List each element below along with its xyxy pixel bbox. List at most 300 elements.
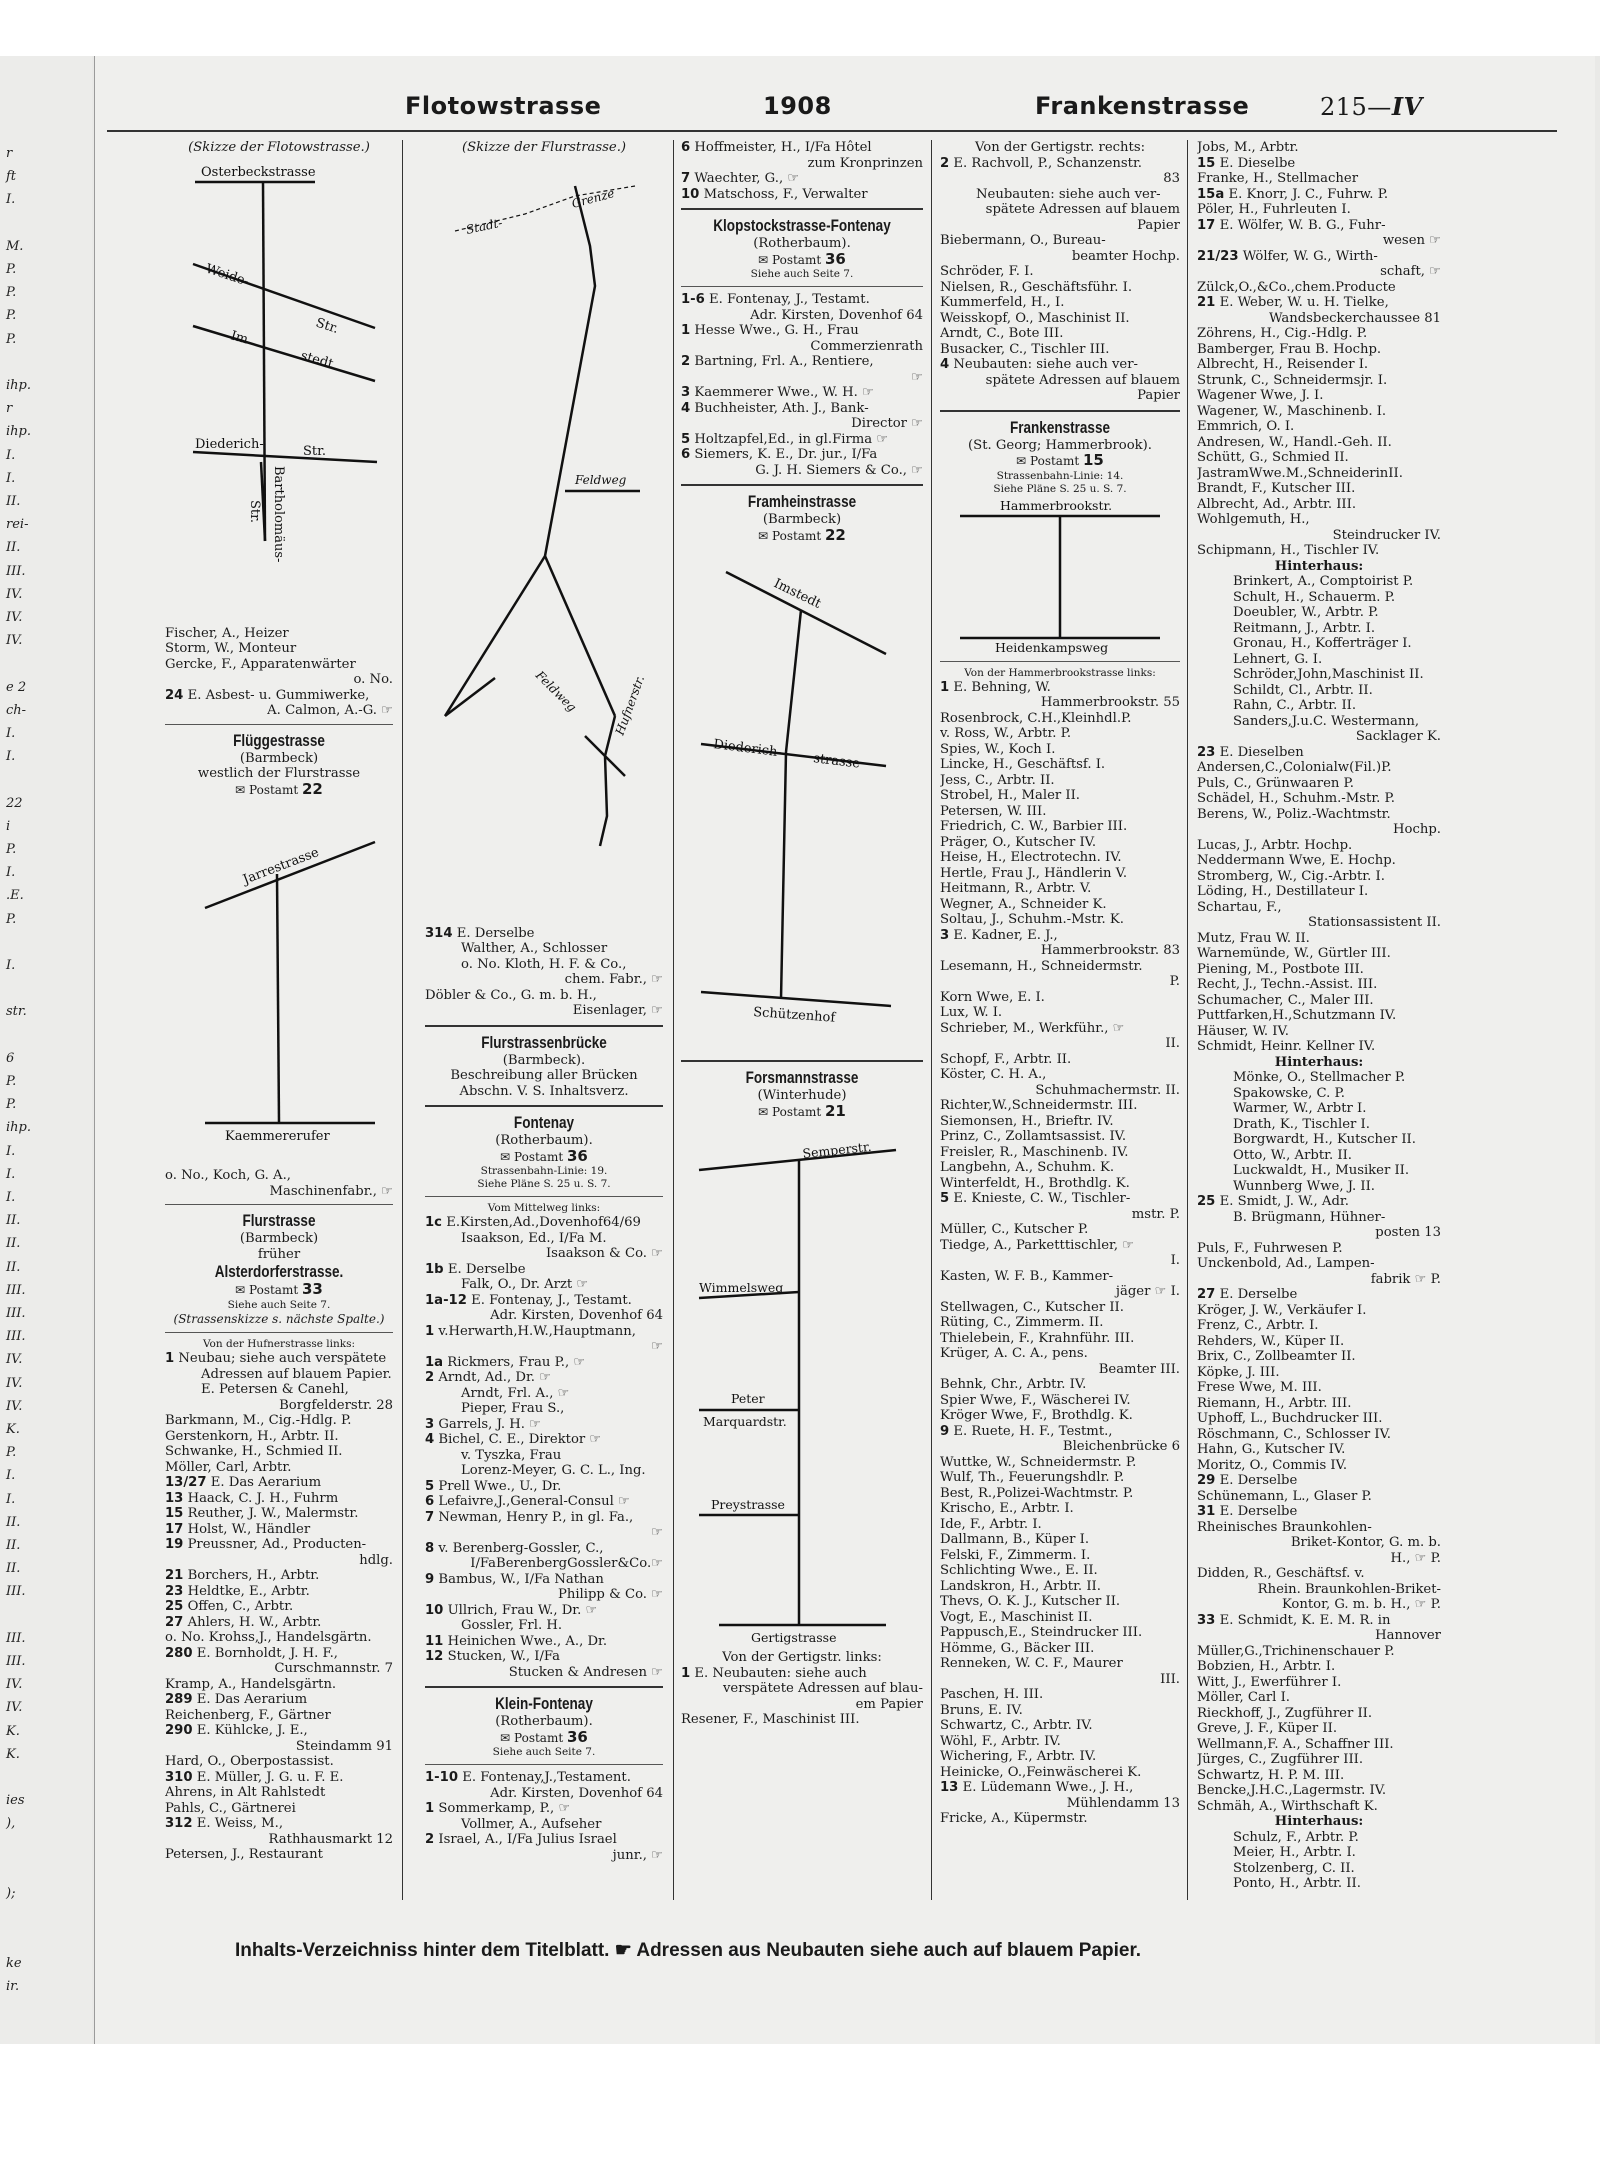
directory-entry	[1197, 1303, 1441, 1319]
entry-text: Doeubler, W., Arbtr. P.	[1233, 605, 1379, 620]
house-number: 3	[425, 1416, 435, 1432]
directory-entry	[425, 1817, 663, 1833]
street-district: (Barmbeck)	[239, 1231, 319, 1246]
directory-entry	[940, 1718, 1180, 1734]
margin-fragment: ft	[6, 169, 17, 185]
directory-entry	[940, 1083, 1180, 1099]
entry-text: Warmer, W., Arbtr I.	[1233, 1101, 1367, 1116]
entry-text: Lefaivre,J.,General-Consul ☞	[438, 1494, 630, 1509]
entry-text: Wunnberg Wwe, J. II.	[1233, 1178, 1375, 1194]
directory-entry	[940, 804, 1180, 820]
entry-text: E. Fontenay,J.,Testament.	[462, 1770, 631, 1785]
directory-entry	[940, 866, 1180, 882]
entry-text: Petersen, J., Restaurant	[165, 1847, 323, 1862]
directory-entry	[165, 1367, 393, 1383]
entry-text: Gronau, H., Kofferträger I.	[1233, 636, 1412, 651]
map-label: Diederich-	[712, 737, 783, 761]
map-label: Imstedt	[771, 576, 824, 612]
entry-text: wesen ☞	[1382, 233, 1441, 248]
directory-entry	[1197, 1241, 1441, 1257]
directory-entry	[425, 1786, 663, 1802]
directory-entry	[1197, 1148, 1441, 1164]
entry-text: E. Weber, W. u. H. Tielke,	[1219, 295, 1389, 310]
entry-text: 83	[1163, 171, 1180, 186]
entry-text: Wandsbeckerchaussee 81	[1268, 310, 1441, 326]
entry-text: Bruns, E. IV.	[940, 1702, 1023, 1718]
directory-entry	[1197, 512, 1441, 528]
entry-text: Friedrich, C. W., Barbier III.	[940, 819, 1128, 834]
street-title: Forsmannstrasse	[745, 1069, 859, 1087]
directory-entry	[425, 941, 663, 957]
directory-entry	[940, 1253, 1180, 1269]
entry-text: Müller,G.,Trichinenschauer P.	[1197, 1643, 1395, 1659]
house-number: 6	[425, 1494, 435, 1509]
house-number: 2	[425, 1370, 435, 1385]
entry-text: Bencke,J.H.C.,Lagermstr. IV.	[1197, 1783, 1387, 1798]
margin-fragment: IV.	[6, 1398, 23, 1414]
directory-entry	[165, 1506, 393, 1522]
entry-text: Andresen, W., Handl.-Geh. II.	[1197, 434, 1392, 450]
entries-flotow-top	[165, 626, 393, 719]
postamt-label: ✉ Postamt 15	[1016, 451, 1104, 469]
margin-fragment: K.	[6, 1746, 20, 1762]
street-title: Fontenay	[513, 1114, 575, 1132]
house-number: 3	[940, 927, 950, 943]
map-label: Peter	[731, 1391, 765, 1406]
entry-text: v. Ross, W., Arbtr. P.	[940, 726, 1072, 741]
postamt-label: ✉ Postamt 33	[235, 1280, 323, 1298]
entry-text: Vollmer, A., Aufseher	[461, 1816, 602, 1832]
entry-text: Möller, Carl, Arbtr.	[165, 1459, 292, 1475]
directory-entry	[1197, 915, 1441, 931]
entry-text: Möller, Carl I.	[1197, 1690, 1290, 1705]
directory-entry	[681, 385, 923, 401]
directory-entry	[940, 897, 1180, 913]
map-label: stedt	[298, 347, 335, 372]
header-page-number: 215—IV	[1320, 92, 1423, 121]
entry-text: spätete Adressen auf blauem	[985, 202, 1180, 217]
entry-text: E. Dieselbe	[1219, 155, 1296, 171]
entry-text: B. Brügmann, Hühner-	[1233, 1209, 1386, 1225]
entry-text: Arndt, C., Bote III.	[940, 326, 1064, 341]
house-number: 1a-12	[425, 1292, 467, 1308]
entry-text: Schildt, Cl., Arbtr. II.	[1233, 682, 1373, 698]
directory-entry	[940, 1005, 1180, 1021]
entry-text: Waechter, G., ☞	[694, 171, 800, 186]
section-rule	[681, 1060, 923, 1062]
directory-entry	[940, 943, 1180, 959]
directory-entry	[940, 264, 1180, 280]
directory-entry	[1197, 822, 1441, 838]
margin-fragment: i	[6, 818, 11, 834]
entry-text: Neubauten: siehe auch ver-	[976, 186, 1161, 202]
entry-text: Maschinenfabr., ☞	[269, 1183, 393, 1199]
margin-fragment: r	[6, 146, 13, 161]
directory-entry	[425, 1463, 663, 1479]
directory-entry	[1197, 1783, 1441, 1799]
entry-text: Wellmann,F. A., Schaffner III.	[1197, 1736, 1394, 1752]
entry-text: Reuther, J. W., Malermstr.	[187, 1506, 359, 1521]
directory-entry	[165, 1475, 393, 1491]
directory-entry	[1197, 1008, 1441, 1024]
section-rule	[425, 1686, 663, 1688]
entry-text: Vogt, E., Maschinist II.	[940, 1609, 1093, 1625]
entry-text: mstr. P.	[1131, 1206, 1180, 1222]
header-rule	[107, 130, 1557, 132]
directory-entry	[940, 1021, 1180, 1037]
section-rule	[425, 1196, 663, 1197]
entry-text: Landskron, H., Arbtr. II.	[940, 1578, 1101, 1594]
directory-entry	[681, 401, 923, 417]
directory-entry	[940, 1114, 1180, 1130]
street-district: (Rotherbaum).	[495, 1714, 593, 1729]
entry-text: Puls, C., Grünwaaren P.	[1197, 775, 1354, 791]
entry-text: Borgfelderstr. 28	[279, 1397, 393, 1413]
entry-text: Heinicke, O.,Feinwäscherei K.	[940, 1764, 1142, 1780]
directory-entry	[1197, 264, 1441, 280]
house-number: 21	[165, 1568, 184, 1583]
directory-entry	[425, 1510, 663, 1526]
directory-entry	[681, 292, 923, 308]
entry-text: Häuser, W. IV.	[1197, 1023, 1289, 1039]
entry-text: Rieckhoff, J., Zugführer II.	[1197, 1705, 1373, 1721]
house-number: 21	[1197, 295, 1216, 310]
entry-text: Schwartz, H. P. M. III.	[1197, 1767, 1345, 1783]
margin-fragment: ke	[6, 1955, 22, 1971]
entry-text: Franke, H., Stellmacher	[1197, 171, 1358, 186]
entry-text: Jürges, C., Zugführer III.	[1197, 1752, 1364, 1767]
margin-fragment: II.	[6, 540, 21, 556]
directory-entry	[940, 1563, 1180, 1579]
entry-text: Krischo, E., Arbtr. I.	[940, 1501, 1074, 1516]
directory-entry	[940, 280, 1180, 296]
directory-entry	[1197, 435, 1441, 451]
entry-text: Hochp.	[1393, 822, 1441, 837]
directory-entry	[165, 1568, 393, 1584]
directory-entry	[1197, 404, 1441, 420]
directory-entry	[1197, 1876, 1441, 1892]
directory-entry	[425, 1324, 663, 1340]
entry-text: Gerstenkorn, H., Arbtr. II.	[165, 1428, 339, 1444]
directory-entry	[1197, 481, 1441, 497]
directory-entry	[940, 1424, 1180, 1440]
directory-entry	[425, 1848, 663, 1864]
directory-entry	[1197, 280, 1441, 296]
directory-entry	[681, 1650, 923, 1666]
directory-entry	[1197, 714, 1441, 730]
entry-text: Busacker, C., Tischler III.	[940, 341, 1110, 357]
street-district: (Barmbeck)	[239, 750, 319, 766]
tram-line-note: Strassenbahn-Linie: 14.	[996, 469, 1124, 482]
entry-text: Lorenz-Meyer, G. C. L., Ing.	[461, 1463, 646, 1478]
entry-text: Brix, C., Zollbeamter II.	[1197, 1349, 1356, 1364]
house-number: 33	[1197, 1612, 1216, 1628]
house-number: 11	[425, 1633, 444, 1649]
street-title: Klein-Fontenay	[495, 1695, 593, 1713]
directory-entry	[940, 357, 1180, 373]
map-label: Weide-	[203, 261, 251, 290]
directory-entry	[940, 1191, 1180, 1207]
entry-text: Präger, O., Kutscher IV.	[940, 834, 1097, 850]
directory-entry	[165, 1615, 393, 1631]
entry-text: Schröder, F. I.	[940, 264, 1034, 279]
margin-fragment: e 2	[6, 679, 27, 695]
margin-fragment: I.	[6, 1166, 16, 1182]
entry-text: Beamter III.	[1098, 1361, 1180, 1377]
directory-entry	[1197, 1535, 1441, 1551]
entry-text: Hinterhaus:	[1274, 1814, 1364, 1829]
directory-entry	[1197, 1504, 1441, 1520]
directory-entry	[940, 1207, 1180, 1223]
directory-entry	[940, 1393, 1180, 1409]
entry-text: Müller, C., Kutscher P.	[940, 1222, 1089, 1237]
directory-entry	[165, 1801, 393, 1817]
directory-entry	[1197, 931, 1441, 947]
directory-entry	[425, 1355, 663, 1371]
directory-entry	[681, 354, 923, 370]
directory-entry	[1197, 1380, 1441, 1396]
directory-entry	[940, 1300, 1180, 1316]
entry-text: Resener, F., Maschinist III.	[681, 1712, 860, 1727]
directory-entry	[425, 1448, 663, 1464]
entries-klopstock	[681, 292, 923, 478]
entry-text: Schumacher, C., Maler III.	[1197, 992, 1374, 1008]
entry-text: Holst, W., Händler	[187, 1521, 311, 1537]
street-title: Frankenstrasse	[1009, 418, 1111, 437]
entry-text: Matschoss, F., Verwalter	[703, 186, 868, 202]
street-sketch-flotow	[165, 156, 393, 626]
directory-entry	[1197, 1318, 1441, 1334]
entry-text: Stationsassistent II.	[1308, 915, 1441, 930]
directory-entry	[940, 249, 1180, 265]
directory-entry	[1197, 249, 1441, 265]
entry-text: Rheinisches Braunkohlen-	[1197, 1519, 1372, 1535]
directory-entry	[940, 1408, 1180, 1424]
margin-fragment: I.	[6, 470, 16, 486]
map-reference-note: Siehe Pläne S. 25 u. S. 7.	[993, 482, 1127, 495]
entry-text: Papier	[1137, 217, 1180, 233]
entry-text: Wagener, W., Maschinenb. I.	[1197, 403, 1387, 419]
entry-text: E. Derselbe	[447, 1261, 526, 1277]
map-label: Feldweg	[532, 667, 580, 714]
street-title: Framheinstrasse	[747, 493, 857, 511]
directory-entry	[1197, 559, 1441, 575]
entry-text: Freisler, R., Maschinenb. IV.	[940, 1144, 1129, 1160]
directory-entry	[681, 1712, 923, 1728]
directory-entry	[1197, 1768, 1441, 1784]
directory-entry	[1197, 962, 1441, 978]
entry-text: Bartning, Frl. A., Rentiere,	[694, 354, 874, 369]
directory-entry	[1197, 1690, 1441, 1706]
house-number: 27	[1197, 1287, 1216, 1302]
margin-fragment: 22	[6, 795, 23, 811]
entry-text: E. Wölfer, W. B. G., Fuhr-	[1219, 217, 1386, 233]
entry-text: Rahn, C., Arbtr. II.	[1233, 698, 1357, 713]
directory-entry	[1197, 729, 1441, 745]
entry-text: Hesse Wwe., G. H., Frau	[694, 323, 859, 338]
directory-entry	[425, 1587, 663, 1603]
margin-fragment: P.	[6, 285, 17, 301]
directory-entry	[940, 1439, 1180, 1455]
entry-text: Didden, R., Geschäftsf. v.	[1197, 1566, 1365, 1581]
directory-entry	[940, 1548, 1180, 1564]
entry-text: Pieper, Frau S.,	[461, 1401, 565, 1416]
directory-entry	[1197, 1117, 1441, 1133]
margin-fragment: I.	[6, 1143, 16, 1159]
page-footer-note: Inhalts-Verzeichniss hinter dem Titelblatt. ☛ Adressen aus Neubauten siehe auch auf blauem Papier.	[235, 1940, 1142, 1961]
map-label: Kaemmererufer	[225, 1129, 330, 1144]
directory-entry	[940, 1455, 1180, 1471]
entries-franken	[940, 680, 1180, 1827]
directory-entry	[1197, 1473, 1441, 1489]
entry-text: E. Derselbe	[1219, 1504, 1298, 1519]
entry-text: Schrieber, M., Werkführ., ☞	[940, 1020, 1125, 1036]
entry-text: Jess, C., Arbtr. II.	[940, 772, 1055, 788]
directory-entry	[165, 1646, 393, 1662]
directory-entry	[940, 1470, 1180, 1486]
entry-text: ☞	[651, 1525, 663, 1540]
entry-text: Bleichenbrücke 6	[1062, 1439, 1180, 1454]
entry-text: Adressen auf blauem Papier.	[201, 1366, 392, 1382]
directory-entry	[1197, 388, 1441, 404]
entry-text: Dallmann, B., Küper I.	[940, 1532, 1090, 1547]
directory-entry	[681, 1681, 923, 1697]
entry-text: Stromberg, W., Cig.-Arbtr. I.	[1197, 868, 1385, 884]
map-label: Bartholomäus-	[271, 465, 286, 562]
entry-text: Ullrich, Frau W., Dr. ☞	[447, 1602, 598, 1618]
directory-entry	[1197, 977, 1441, 993]
entry-text: Luckwaldt, H., Musiker II.	[1233, 1163, 1410, 1178]
directory-entry	[940, 1594, 1180, 1610]
entry-text: Reichenberg, F., Gärtner	[165, 1707, 331, 1723]
entry-text: Lincke, H., Geschäftsf. I.	[940, 757, 1106, 772]
directory-entry	[425, 1215, 663, 1231]
map-label: Hammerbrookstr.	[1000, 497, 1113, 513]
entry-text: Rhein. Braunkohlen-Briket-	[1257, 1581, 1441, 1597]
directory-entry	[165, 1491, 393, 1507]
directory-entry	[1197, 760, 1441, 776]
directory-entry	[940, 1222, 1180, 1238]
house-number: 310	[165, 1769, 193, 1785]
house-number: 17	[1197, 217, 1216, 233]
directory-entry	[681, 187, 923, 203]
house-number: 1	[940, 679, 950, 695]
house-number: 24	[165, 687, 184, 703]
map-label: Osterbeckstrasse	[201, 164, 316, 180]
see-also-note: Siehe auch Seite 7.	[227, 1298, 331, 1311]
entry-text: Puls, F., Fuhrwesen P.	[1197, 1240, 1343, 1256]
entry-text: Heise, H., Electrotechn. IV.	[940, 850, 1122, 865]
entry-text: E. Dieselben	[1219, 744, 1304, 760]
directory-entry	[425, 972, 663, 988]
margin-fragment: I.	[6, 749, 16, 765]
entry-text: Heinichen Wwe., A., Dr.	[447, 1633, 608, 1649]
directory-entry	[940, 1672, 1180, 1688]
margin-fragment: ),	[6, 1816, 16, 1832]
entry-text: Kröger Wwe, F., Brothdlg. K.	[940, 1408, 1133, 1423]
entry-text: Schwanke, H., Schmied II.	[165, 1444, 343, 1459]
direction-note: Von der Hufnerstrasse links:	[202, 1338, 356, 1350]
directory-entry	[425, 1370, 663, 1386]
entries-fontenay	[425, 1215, 663, 1680]
margin-fragment: K.	[6, 1422, 20, 1437]
house-number: 3	[681, 385, 691, 400]
entry-text: o. No. Kloth, H. F. & Co.,	[461, 956, 627, 972]
margin-fragment: II.	[6, 1213, 21, 1229]
entry-text: E. Derselbe	[1219, 1473, 1298, 1488]
entry-text: Korn Wwe, E. I.	[940, 989, 1045, 1005]
directory-entry	[165, 1599, 393, 1615]
directory-entry	[940, 1532, 1180, 1548]
directory-entry	[940, 881, 1180, 897]
directory-entry	[1197, 187, 1441, 203]
entry-text: Andersen,C.,Colonialw(Fil.)P.	[1197, 760, 1392, 775]
entry-text: Siemonsen, H., Brieftr. IV.	[940, 1113, 1114, 1129]
house-number: 7	[425, 1509, 435, 1525]
directory-entry	[425, 1649, 663, 1665]
directory-entry	[940, 680, 1180, 696]
margin-fragment: ihp.	[6, 378, 31, 393]
entry-text: Thevs, O. K. J., Kutscher II.	[940, 1594, 1121, 1609]
entry-text: Köster, C. H. A.,	[940, 1067, 1047, 1082]
directory-entry	[1197, 838, 1441, 854]
see-also-note: Siehe auch Seite 7.	[492, 1746, 596, 1758]
entry-text: Frese Wwe, M. III.	[1197, 1380, 1322, 1395]
entry-text: E. Knorr, J. C., Fuhrw. P.	[1228, 186, 1389, 202]
house-number: 2	[940, 155, 950, 171]
directory-entry	[165, 1708, 393, 1724]
directory-entry	[940, 1238, 1180, 1254]
section-rule	[425, 1105, 663, 1107]
directory-entry	[940, 711, 1180, 727]
directory-entry	[1197, 1721, 1441, 1737]
directory-entry	[940, 742, 1180, 758]
entry-text: Zülck,O.,&Co.,chem.Producte	[1197, 279, 1396, 295]
entry-text: Steindamm 91	[295, 1738, 393, 1754]
entry-text: Soltau, J., Schuhm.-Mstr. K.	[940, 912, 1124, 927]
map-label: Str.	[303, 443, 327, 459]
directory-entry	[940, 1160, 1180, 1176]
directory-entry	[165, 1785, 393, 1801]
margin-fragment: III.	[6, 1654, 26, 1669]
house-number: 5	[681, 431, 691, 447]
directory-entry	[940, 1734, 1180, 1750]
entry-text: Nielsen, R., Geschäftsführ. I.	[940, 279, 1133, 295]
directory-entry	[1197, 1644, 1441, 1660]
directory-entry	[425, 1541, 663, 1557]
directory-entry	[1197, 1613, 1441, 1629]
entry-text: Petersen, W. III.	[940, 803, 1047, 819]
entry-text: Commerzienrath	[810, 338, 923, 354]
margin-fragment: ir.	[6, 1978, 20, 1994]
directory-entry	[1197, 1706, 1441, 1722]
entry-text: Kramp, A., Handelsgärtn.	[165, 1676, 337, 1692]
directory-entry	[165, 1537, 393, 1553]
directory-entry	[1197, 419, 1441, 435]
margin-fragment: P.	[6, 331, 17, 347]
entry-text: Philipp & Co. ☞	[557, 1587, 663, 1602]
entry-text: Witt, J., Ewerführer I.	[1197, 1674, 1342, 1690]
entry-text: E. Schmidt, K. E. M. R. in	[1219, 1612, 1391, 1628]
map-label: Schützenhof	[752, 1005, 836, 1026]
margin-fragment: II.	[6, 1259, 21, 1275]
directory-entry	[1197, 1179, 1441, 1195]
entry-text: Neubauten: siehe auch ver-	[953, 357, 1138, 372]
house-number: 6	[681, 447, 691, 462]
directory-entry	[165, 1413, 393, 1429]
entry-text: E. Derselbe	[1219, 1287, 1298, 1302]
map-label: Str.	[247, 499, 262, 523]
